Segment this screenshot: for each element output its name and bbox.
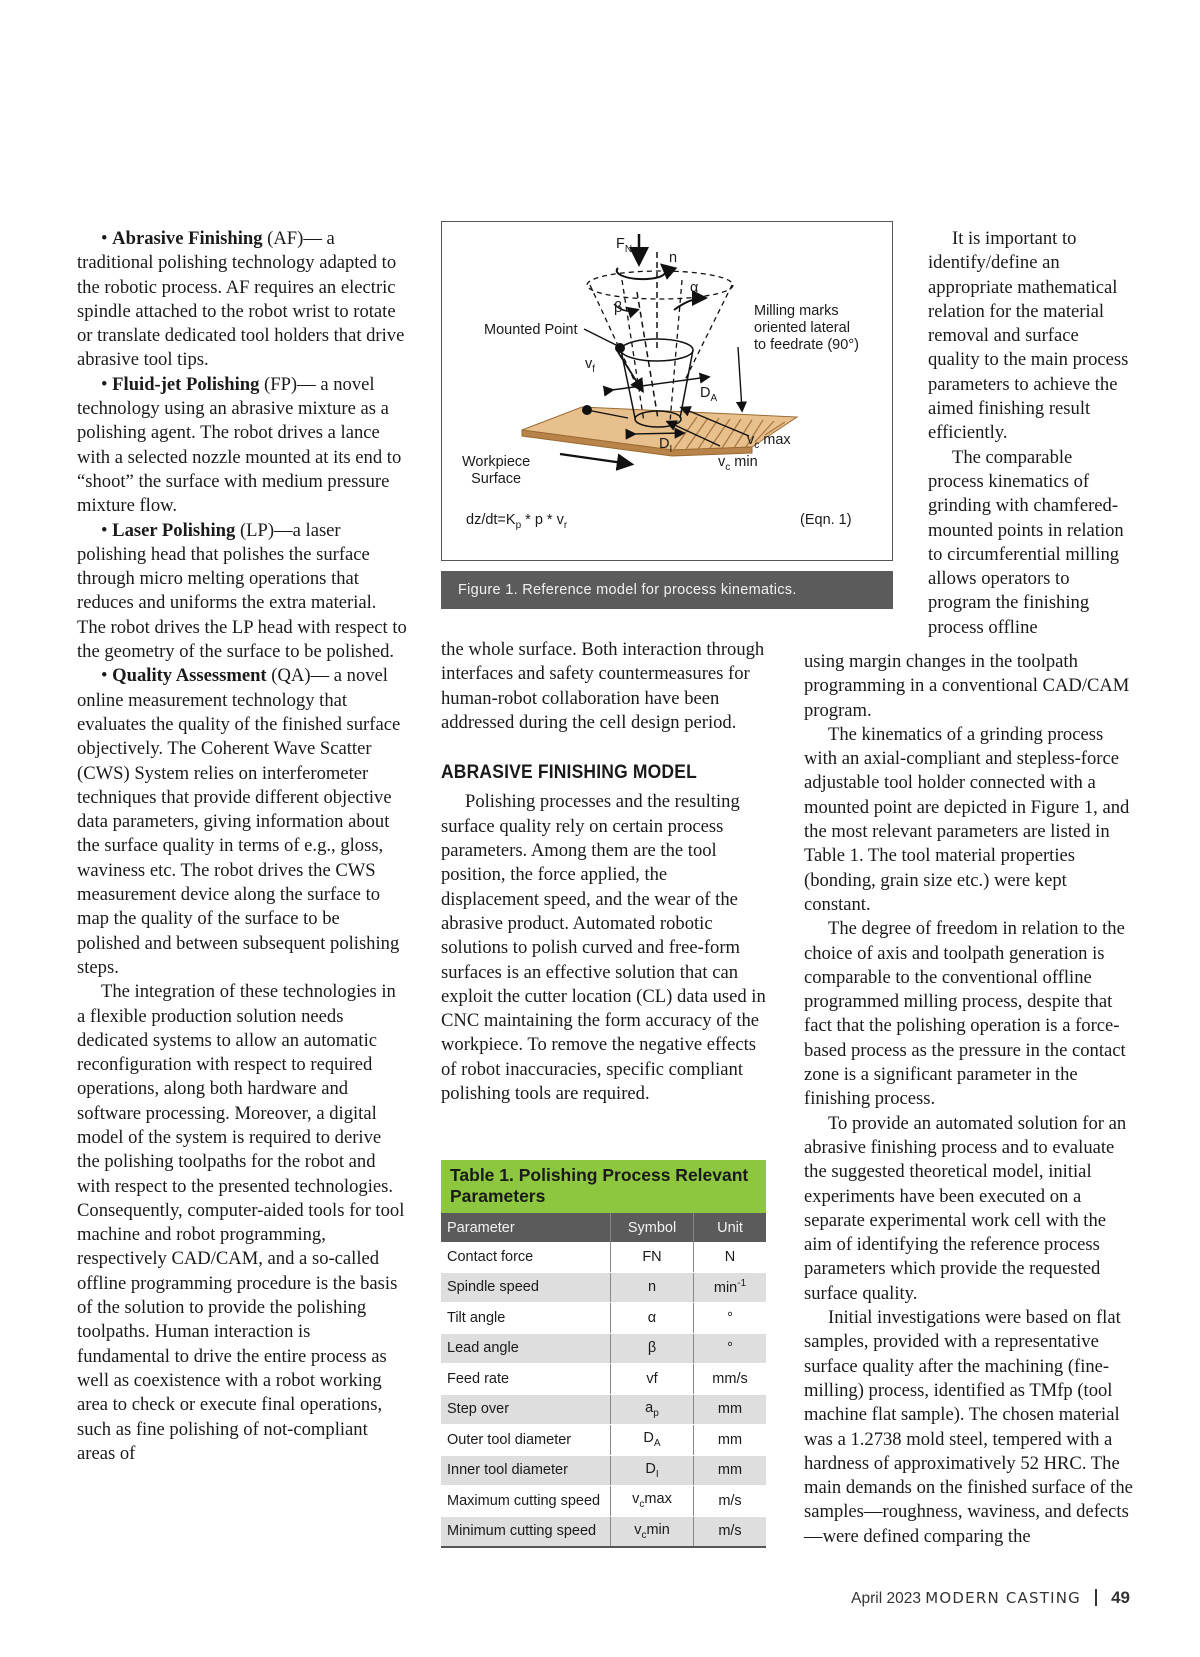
bullet-body: (LP)—a laser polishing head that polishes the surface through micro melting operations that reduces and uniforms the extra material. The robot drives the LP head with respect to the geometry of the surface to be polished. xyxy=(77,519,407,663)
bullet-title: Laser Polishing xyxy=(112,519,236,541)
cell-parameter: Tilt angle xyxy=(441,1303,611,1334)
cell-unit: mm xyxy=(694,1425,767,1456)
cell-symbol: α xyxy=(611,1303,694,1334)
equation-label: (Eqn. 1) xyxy=(800,512,852,528)
table-row xyxy=(441,1364,766,1395)
figure-1 xyxy=(441,221,893,607)
cell-symbol: n xyxy=(611,1272,694,1303)
label-vf: $v_f$ xyxy=(585,356,596,375)
label-di: $D_I$ xyxy=(659,436,673,455)
page-footer xyxy=(851,1588,1130,1608)
bullet-abrasive-finishing: • Abrasive Finishing (AF)— a traditional polishing technology adapted to the robotic process. AF requires an electric spindle attached to the robot wrist to rotate or translate dedicated tool holders that drive abrasive tool tips. xyxy=(77,228,405,371)
header-parameter: Parameter xyxy=(441,1213,611,1242)
cell-symbol: $D_A$ xyxy=(611,1425,694,1456)
cell-unit: $\min^{-1}$ xyxy=(694,1272,767,1303)
label-mounted-point: Mounted Point xyxy=(484,322,578,338)
table-row xyxy=(441,1303,766,1334)
paragraph-degree-of-freedom: The degree of freedom in relation to the choice of axis and toolpath generation is comparable to the conventional offline programmed milling process, despite that fact that the polishing operation is a force-based process as the pressure in the contact zone is a significant parameter in the finishing process. xyxy=(804,918,1126,1110)
table-row xyxy=(441,1394,766,1425)
paragraph-initial-investigations: Initial investigations were based on flat samples, provided with a representative surface quality after the machining (fine-milling) process, identified as TMfp (tool machine flat sample). The chosen material was a 1.2738 mold steel, tempered with a hardness of approximatively 52 HRC. The main demands on the finished surface of the samples—roughness, waviness, and defects—were defined comparing the xyxy=(804,1307,1133,1547)
cell-unit: m/s xyxy=(694,1516,767,1547)
column-right-top xyxy=(928,227,1130,640)
parameters-table xyxy=(441,1213,766,1548)
cell-parameter: Maximum cutting speed xyxy=(441,1486,611,1517)
table-row xyxy=(441,1486,766,1517)
paragraph-kinematics: The kinematics of a grinding process with an axial-compliant and stepless-force adjustable tool holder connected with a mounted point are depicted in Figure 1, and the most relevant parameters are listed in Table 1. The tool material properties (bonding, grain size etc.) were kept constant. xyxy=(804,723,1130,915)
paragraph-important: It is important to identify/define an appropriate mathematical relation for the material removal and surface quality to the main process parameters to achieve the aimed finishing result efficiently. xyxy=(928,228,1129,444)
cell-parameter: Step over xyxy=(441,1394,611,1425)
bullet-fluid-jet-polishing: • Fluid-jet Polishing (FP)— a novel technology using an abrasive mixture as a polishing agent. The robot drives a lance with a selected nozzle mounted at its end to “shoot” the surface with medium pressure mixture flow. xyxy=(77,373,402,517)
cell-parameter: Lead angle xyxy=(441,1333,611,1364)
cell-parameter: Spindle speed xyxy=(441,1272,611,1303)
paragraph-integration: The integration of these technologies in a flexible production solution needs dedicated systems to allow an automatic reconfiguration with respect to required operations, along both hardware and software processing. Moreover, a digital model of the system is required to derive the polishing toolpaths for the robot and with respect to the presented technologies. Consequently, computer-aided tools for tool machine and robot programming, respectively CAD/CAM, and a so-called offline programming procedure is the basis of the solution to provide the polishing toolpaths. Human interaction is fundamental to drive the entire process as well as coexistence with a robot working area to check or execute final operations, such as fine polishing of not-compliant areas of xyxy=(77,981,405,1464)
label-fn: $F_N$ xyxy=(616,236,633,255)
cell-symbol: FN xyxy=(611,1242,694,1272)
footer-magazine: MODERN CASTING xyxy=(925,1589,1081,1607)
bullet-title: Abrasive Finishing xyxy=(112,228,263,249)
bullet-quality-assessment: • Quality Assessment (QA)— a novel online measurement technology that evaluates the quality of the finished surface objectively. The Coherent Wave Scatter (CWS) System relies on interferometer techniques that provide different objective data parameters, giving information about the surface quality in terms of e.g., gloss, waviness etc. The robot drives the CWS measurement device along the surface to map the quality of the surface to be polished and between subsequent polishing steps. xyxy=(77,665,401,978)
table-row xyxy=(441,1333,766,1364)
cell-parameter: Inner tool diameter xyxy=(441,1455,611,1486)
bullet-body: (QA)— a novel online measurement technology that evaluates the quality of the finished surface objectively. The Coherent Wave Scatter (CWS) System relies on interferometer techniques that provide different objective data parameters, giving information about the surface quality in terms of e.g., gloss, waviness etc. The robot drives the CWS measurement device along the surface to map the quality of the surface to be polished and between subsequent polishing steps. xyxy=(77,665,401,978)
footer-divider xyxy=(1095,1589,1097,1606)
cell-parameter: Outer tool diameter xyxy=(441,1425,611,1456)
header-unit: Unit xyxy=(694,1213,767,1242)
table-row xyxy=(441,1242,766,1272)
label-milling-marks: Milling marks oriented lateral to feedrate (90°) xyxy=(754,303,859,353)
label-vc-min: $v_c$ min xyxy=(718,454,758,473)
page-number: 49 xyxy=(1111,1588,1130,1607)
column-middle xyxy=(441,638,767,1106)
cell-parameter: Feed rate xyxy=(441,1364,611,1395)
table-row xyxy=(441,1272,766,1303)
cell-symbol: vf xyxy=(611,1364,694,1395)
label-alpha: α xyxy=(690,280,699,296)
cell-unit: mm xyxy=(694,1455,767,1486)
section-heading: ABRASIVE FINISHING MODEL xyxy=(441,762,697,784)
cell-symbol: $v_c\max$ xyxy=(611,1486,694,1517)
header-symbol: Symbol xyxy=(611,1213,694,1242)
cell-symbol: $v_c\min$ xyxy=(611,1516,694,1547)
table-header-row xyxy=(441,1213,766,1242)
bullet-body: (FP)— a novel technology using an abrasive mixture as a polishing agent. The robot drives a lance with a selected nozzle mounted at its end to “shoot” the surface with medium pressure mixture flow. xyxy=(77,373,402,517)
cell-unit: ° xyxy=(694,1333,767,1364)
label-n: n xyxy=(669,250,678,266)
cell-parameter: Minimum cutting speed xyxy=(441,1516,611,1547)
cell-parameter: Contact force xyxy=(441,1242,611,1272)
figure-caption: Figure 1. Reference model for process kinematics. xyxy=(441,571,893,609)
paragraph-comparable-continued: using margin changes in the toolpath programming in a conventional CAD/CAM program. xyxy=(804,651,1130,721)
paragraph-polishing: Polishing processes and the resulting surface quality rely on certain process parameters. Among them are the tool position, the force applied, the displacement speed, and the wear of the abrasive product. Automated robotic solutions to polish curved and free-form surfaces is an effective solution that can exploit the cutter location (CL) data used in CNC maintaining the form accuracy of the workpiece. To remove the negative effects of robot inaccuracies, specific compliant polishing tools are required. xyxy=(441,791,766,1105)
column-left xyxy=(77,227,407,1466)
cell-symbol: $a_p$ xyxy=(611,1394,694,1425)
label-workpiece-surface: Workpiece Surface xyxy=(462,454,531,487)
paragraph-automated-solution: To provide an automated solution for an abrasive finishing process and to evaluate the suggested theoretical model, initial experiments have been executed on a separate experimental work cell with the aim of identifying the reference process parameters which provide the requested surface quality. xyxy=(804,1112,1127,1304)
table-title: Table 1. Polishing Process Relevant Parameters xyxy=(441,1160,766,1213)
bullet-title: Fluid-jet Polishing xyxy=(112,373,260,395)
label-da: $D_A$ xyxy=(700,385,718,404)
cell-unit: N xyxy=(694,1242,767,1272)
cell-symbol: $D_I$ xyxy=(611,1455,694,1486)
equation: $dz/dt=K_p * p * v_r$ xyxy=(466,512,568,531)
label-vc-max: $v_c$ max xyxy=(747,432,791,451)
bullet-laser-polishing: • Laser Polishing (LP)—a laser polishing head that polishes the surface through micro melting operations that reduces and uniforms the extra material. The robot drives the LP head with respect to the geometry of the surface to be polished. xyxy=(77,519,407,663)
paragraph-continuation: the whole surface. Both interaction through interfaces and safety countermeasures for human-robot collaboration have been addressed during the cell design period. xyxy=(441,639,765,733)
cell-unit: ° xyxy=(694,1303,767,1334)
table-1 xyxy=(441,1160,766,1548)
column-right xyxy=(804,650,1134,1549)
footer-date: April 2023 xyxy=(851,1590,921,1607)
cell-unit: mm/s xyxy=(694,1364,767,1395)
bullet-title: Quality Assessment xyxy=(112,665,267,687)
table-row xyxy=(441,1516,766,1547)
paragraph-comparable: The comparable process kinematics of grinding with chamfered-mounted points in relation to circumferential milling allows operators to program the finishing process offline xyxy=(928,446,1124,638)
cell-unit: mm xyxy=(694,1394,767,1425)
cell-unit: m/s xyxy=(694,1486,767,1517)
table-row xyxy=(441,1425,766,1456)
kinematics-diagram xyxy=(442,222,892,560)
figure-frame xyxy=(441,221,893,561)
bullet-body: (AF)— a traditional polishing technology adapted to the robotic process. AF requires an electric spindle attached to the robot wrist to rotate or translate dedicated tool holders that drive abrasive tool tips. xyxy=(77,228,405,371)
label-beta: β xyxy=(614,300,623,316)
cell-symbol: β xyxy=(611,1333,694,1364)
table-row xyxy=(441,1455,766,1486)
